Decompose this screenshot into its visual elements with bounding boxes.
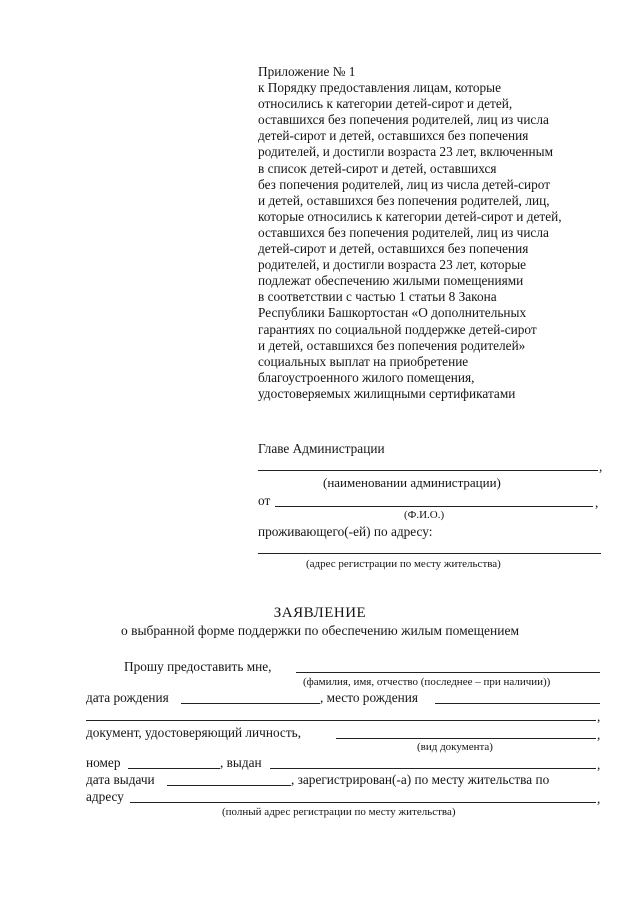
fio-field[interactable] (275, 506, 593, 507)
appendix-line: к Порядку предоставления лицам, которые (258, 80, 501, 96)
comma: , (597, 757, 601, 772)
appendix-line: подлежат обеспечению жилыми помещениями (258, 273, 524, 289)
birth-place-field[interactable] (435, 703, 600, 704)
admin-caption: (наименовании администрации) (323, 475, 501, 490)
appendix-line: оставшихся без попечения родителей, лиц из числа (258, 112, 549, 128)
comma: , (599, 459, 603, 474)
issued-by-field[interactable] (270, 768, 596, 769)
comma: , (597, 791, 601, 806)
appendix-line: родителей, и достигли возраста 23 лет, включенным (258, 144, 554, 160)
number-label: номер (86, 755, 121, 770)
id-doc-label: документ, удостоверяющий личность, (86, 725, 302, 740)
registered-label: , зарегистрирован(-а) по месту жительства по (291, 772, 550, 787)
appendix-line: Приложение № 1 (258, 64, 356, 79)
appendix-line: оставшихся без попечения родителей, лиц из числа (258, 224, 549, 240)
appendix-line: без попечения родителей, лиц из числа детей-сирот (258, 176, 551, 192)
addressee-head: Главе Администрации (258, 441, 385, 456)
full-name-field[interactable] (296, 672, 600, 673)
appendix-line: в список детей-сирот и детей, оставшихся (258, 160, 497, 176)
address-label: адресу (86, 789, 124, 804)
comma: , (597, 727, 601, 742)
appendix-header (258, 64, 608, 402)
comma: , (595, 495, 599, 510)
appendix-line: благоустроенного жилого помещения, (258, 369, 475, 385)
appendix-line: Республики Башкортостан «О дополнительных (258, 305, 527, 321)
appendix-line: удостоверяемых жилищными сертификатами (258, 385, 516, 401)
id-doc-type-field[interactable] (336, 738, 596, 739)
admin-name-field[interactable] (258, 470, 598, 471)
residence-address-field[interactable] (258, 553, 601, 554)
appendix-line: социальных выплат на приобретение (258, 353, 469, 369)
appendix-line: детей-сирот и детей, оставшихся без попечения (258, 241, 529, 257)
doc-number-field[interactable] (128, 768, 220, 769)
appendix-line: и детей, оставшихся без попечения родителей, лиц, (258, 192, 550, 208)
appendix-line: в соответствии с частью 1 статьи 8 Закона (258, 289, 497, 305)
birth-date-label: дата рождения (86, 690, 169, 705)
birth-date-field[interactable] (181, 703, 320, 704)
residing-label: проживающего(-ей) по адресу: (258, 524, 433, 539)
appendix-line: родителей, и достигли возраста 23 лет, которые (258, 257, 527, 273)
full-address-caption: (полный адрес регистрации по месту жительства) (222, 806, 456, 818)
appendix-line: гарантиях по социальной поддержке детей-сирот (258, 321, 537, 337)
statement-title: ЗАЯВЛЕНИЕ (273, 605, 367, 621)
birth-place-label: , место рождения (320, 690, 418, 705)
registration-address-field[interactable] (130, 802, 596, 803)
request-label: Прошу предоставить мне, (124, 659, 272, 674)
name-caption: (фамилия, имя, отчество (последнее – при наличии)) (303, 676, 551, 688)
issued-label: , выдан (220, 755, 262, 770)
appendix-line: и детей, оставшихся без попечения родителей» (258, 337, 526, 353)
fio-caption: (Ф.И.О.) (404, 509, 445, 521)
from-label: от (258, 493, 271, 508)
statement-subtitle: о выбранной форме поддержки по обеспечению жилым помещением (120, 623, 520, 638)
birth-place-continued-field[interactable] (86, 720, 596, 721)
appendix-line: которые относились к категории детей-сирот и детей, (258, 208, 562, 224)
doc-type-caption: (вид документа) (417, 741, 493, 753)
appendix-line: детей-сирот и детей, оставшихся без попечения (258, 128, 529, 144)
issue-date-field[interactable] (167, 785, 291, 786)
comma: , (597, 709, 601, 724)
issue-date-label: дата выдачи (86, 772, 155, 787)
address-caption: (адрес регистрации по месту жительства) (306, 558, 501, 570)
appendix-line: относились к категории детей-сирот и детей, (258, 96, 513, 112)
